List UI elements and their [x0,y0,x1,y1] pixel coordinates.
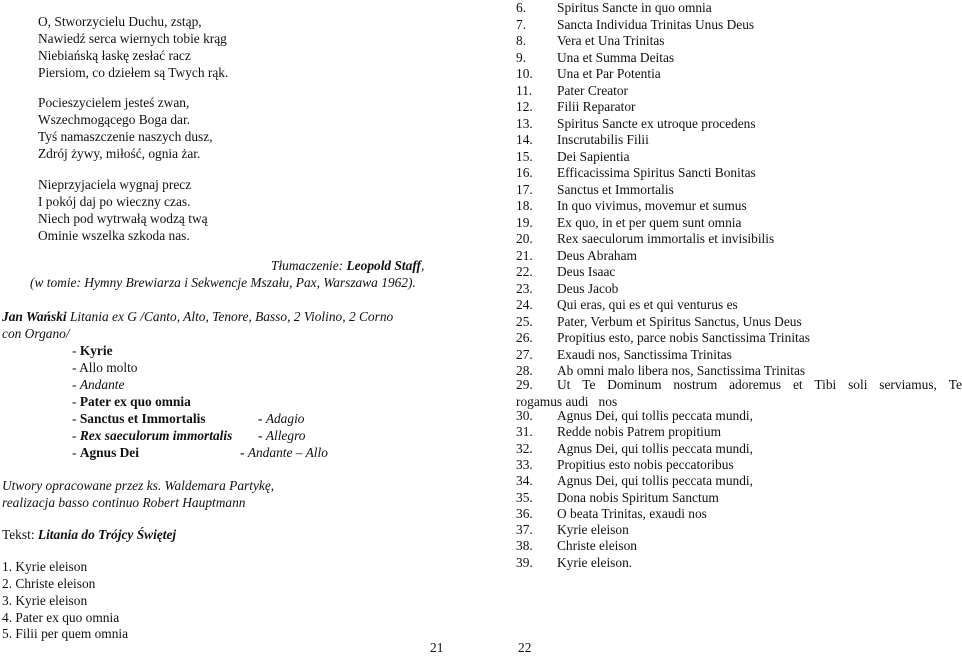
movement-title: Rex saeculorum immortalis [79,428,233,443]
text-title: Litania do Trójcy Świętej [37,527,177,542]
litany-item: Sanctus et Immortalis [557,181,674,197]
litany-item: 1. Kyrie eleison [2,559,88,574]
litany-number: 20. [516,231,533,246]
litany-item: Pater, Verbum et Spiritus Sanctus, Unus Deus [557,313,802,329]
credits-line: realizacja basso continuo Robert Hauptmann [2,495,246,510]
credits-line: Utwory opracowane przez ks. Waldemara Partykę, [2,478,275,493]
litany-number: 31. [516,424,533,440]
litany-number: 24. [516,297,533,312]
litany-item: Inscrutabilis Filii [557,132,649,147]
work-title-cont: con Organo/ [2,326,70,341]
litany-number: 17. [516,181,533,197]
hymn-line: Niebiańską łaskę zesłać racz [38,48,191,63]
hymn-line: Nawiedź serca wiernych tobie krąg [38,31,227,46]
movement-title: Allo molto [79,360,138,375]
litany-item: Spiritus Sancte in quo omnia [557,0,712,15]
litany-item: Kyrie eleison [557,522,629,538]
litany-number: 18. [516,198,533,213]
litany-number: 21. [516,247,533,263]
litany-word: nostrum [673,377,718,392]
litany-item: Rex saeculorum immortalis et invisibilis [557,231,775,246]
litany-number: 15. [516,148,533,164]
litany-number: 7. [516,16,527,32]
litany-item: 2. Christe eleison [2,576,96,591]
litany-item: Deus Isaac [557,264,616,279]
litany-item: Exaudi nos, Sanctissima Trinitas [557,346,732,362]
tempo-label: Andante – Allo [247,445,328,460]
hymn-line: Piersiom, co dziełem są Twych rąk. [38,65,229,80]
litany-number: 29. [516,377,533,392]
litany-item: Ex quo, in et per quem sunt omnia [557,214,742,230]
movement-row [72,411,206,427]
litany-number: 16. [516,165,533,180]
litany-number: 14. [516,132,533,147]
work-description: Litania ex G /Canto, Alto, Tenore, Basso, 2 Violino, 2 Corno [66,309,394,324]
litany-item: 5. Filii per quem omnia [2,626,129,641]
litany-word: adoremus [729,377,782,392]
hymn-line: Niech pod wytrwałą wodzą twą [38,211,208,226]
translation-end: , [421,258,425,273]
tempo-label: Allegro [265,428,306,443]
litany-item: 3. Kyrie eleison [2,593,88,608]
movement-title: Agnus Dei [79,445,139,460]
hymn-line: Wszechmogącego Boga dar. [38,112,191,127]
litany-number: 6. [516,0,527,15]
litany-number: 19. [516,214,533,230]
litany-item: Deus Abraham [557,247,637,263]
tempo-label: Adagio [265,411,305,426]
movement-row [72,377,124,393]
hymn-line: Zdrój żywy, miłość, ognia żar. [38,146,201,161]
litany-word: serviamus, [879,377,937,392]
movement-title: Pater ex quo omnia [79,394,191,409]
tempo-dash: - [240,445,248,460]
movement-dash: - [72,360,80,375]
hymn-line: O, Stworzycielu Duchu, zstąp, [38,14,202,29]
litany-word: Te [582,377,596,392]
movement-row [72,360,137,376]
litany-item: Una et Par Potentia [557,66,661,81]
litany-item: Qui eras, qui es et qui venturus es [557,297,738,312]
hymn-line: I pokój daj po wieczny czas. [38,194,191,209]
translation-label: Tłumaczenie: [271,258,347,273]
litany-word: Ut [557,377,571,392]
litany-number: 36. [516,505,533,521]
litany-item: Efficacissima Spiritus Sancti Bonitas [557,165,756,180]
litany-item: Agnus Dei, qui tollis peccata mundi, [557,440,753,456]
litany-number: 26. [516,330,533,345]
movement-dash: - [72,343,80,358]
litany-number: 25. [516,313,533,329]
litany-item: Vera et Una Trinitas [557,33,665,48]
movement-dash: - [72,394,80,409]
movement-title: Sanctus et Immortalis [79,411,206,426]
litany-number: 12. [516,99,533,114]
litany-number: 39. [516,554,533,570]
litany-word: Tibi [814,377,837,392]
page-number-right: 22 [518,640,532,655]
litany-number: 33. [516,456,533,472]
litany-item: Sancta Individua Trinitas Unus Deus [557,16,755,32]
litany-number: 38. [516,538,533,554]
litany-number: 30. [516,408,533,423]
litany-item: Agnus Dei, qui tollis peccata mundi, [557,408,753,423]
movement-row [72,394,191,410]
litany-item: Filii Reparator [557,99,636,114]
page-number-left: 21 [430,640,444,655]
litany-item: 4. Pater ex quo omnia [2,610,120,625]
litany-number: 35. [516,489,533,505]
movement-row [72,343,113,359]
litany-number: 13. [516,115,533,131]
movement-dash: - [72,428,80,443]
litany-item: Deus Jacob [557,280,619,296]
tempo-dash: - [258,411,266,426]
litany-item: Kyrie eleison. [557,554,633,570]
litany-number: 27. [516,346,533,362]
litany-item: Christe eleison [557,538,637,554]
hymn-line: Tyś namaszczenie naszych dusz, [38,129,213,144]
litany-word: soli [848,377,868,392]
translator-name: Leopold Staff [346,258,422,273]
litany-item: O beata Trinitas, exaudi nos [557,505,707,521]
litany-number: 37. [516,522,533,538]
litany-item: Pater Creator [557,82,629,98]
litany-item: Dei Sapientia [557,148,630,164]
litany-item: Redde nobis Patrem propitium [557,424,722,440]
hymn-line: Ominie wszelka szkoda nas. [38,228,190,243]
movement-row [72,445,139,461]
litany-number: 28. [516,363,533,378]
litany-item: Dona nobis Spiritum Sanctum [557,489,719,505]
movement-tempo [258,428,305,444]
movement-dash: - [72,411,80,426]
text-source [2,527,176,543]
litany-number: 23. [516,280,533,296]
litany-number: 11. [516,82,533,98]
hymn-line: Nieprzyjaciela wygnaj precz [38,177,192,192]
movement-dash: - [72,377,80,392]
litany-word: Te [948,377,962,392]
litany-item: Propitius esto nobis peccatoribus [557,456,734,472]
hymn-line: Pocieszycielem jesteś zwan, [38,95,190,110]
litany-item-cont: rogamus audi nos [516,394,618,409]
translation-credit [271,258,424,274]
tempo-dash: - [258,428,266,443]
litany-number: 8. [516,33,527,48]
litany-item: Una et Summa Deitas [557,49,675,65]
movement-row [72,428,232,444]
movement-dash: - [72,445,80,460]
litany-item: Propitius esto, parce nobis Sanctissima Trinitas [557,330,810,345]
litany-item: Ab omni malo libera nos, Sanctissima Trinitas [557,363,806,378]
litany-item: Agnus Dei, qui tollis peccata mundi, [557,473,753,489]
source-line: (w tomie: Hymny Brewiarza i Sekwencje Mszału, Pax, Warszawa 1962). [30,275,416,290]
litany-item: Spiritus Sancte ex utroque procedens [557,115,756,131]
work-title [2,309,393,325]
litany-number: 22. [516,264,533,279]
litany-number: 32. [516,440,533,456]
movement-tempo [240,445,328,461]
litany-item-justified [557,377,962,393]
text-label: Tekst: [2,527,38,542]
movement-tempo [258,411,305,427]
movement-title: Kyrie [79,343,113,358]
litany-number: 9. [516,49,527,65]
litany-number: 10. [516,66,533,81]
litany-word: et [792,377,803,392]
movement-title: Andante [79,377,125,392]
litany-item: In quo vivimus, movemur et sumus [557,198,747,213]
litany-number: 34. [516,473,533,489]
composer-name: Jan Wański [2,309,67,324]
litany-word: Dominum [607,377,662,392]
